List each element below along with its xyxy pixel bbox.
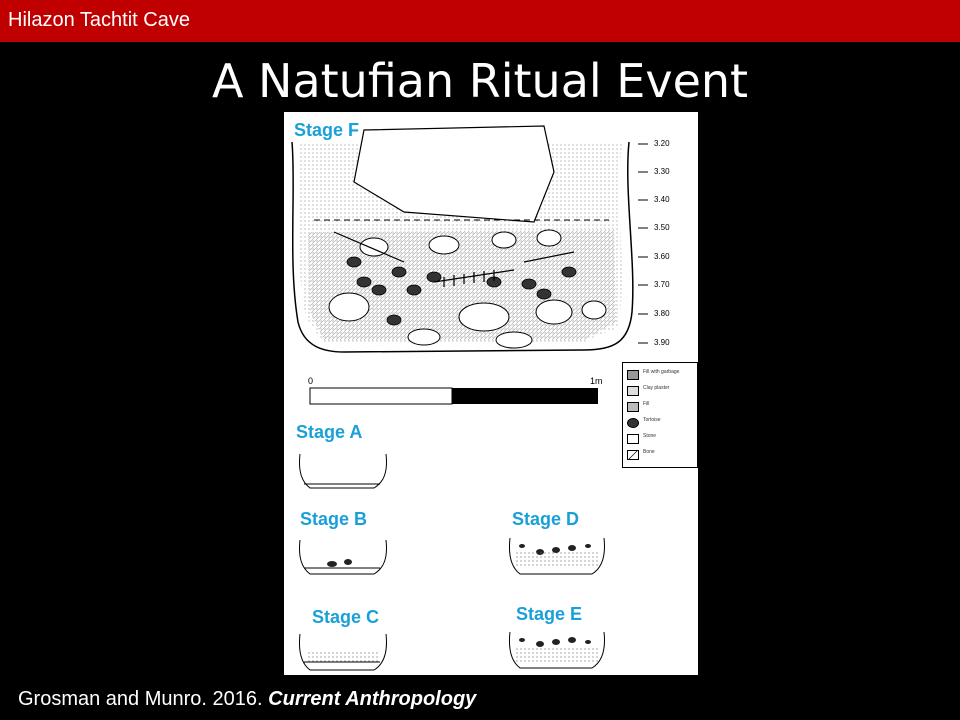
header-bar: [0, 0, 960, 42]
depth-label: 3.60: [654, 252, 670, 261]
legend-label: Clay plaster: [643, 385, 670, 391]
legend-item: [627, 417, 697, 429]
depth-label: 3.40: [654, 195, 670, 204]
excavation-figure: [284, 112, 698, 675]
depth-label: 3.30: [654, 167, 670, 176]
depth-label: 3.70: [654, 280, 670, 289]
slide-title: A Natufian Ritual Event: [211, 54, 749, 108]
legend-item: [627, 385, 697, 397]
depth-label: 3.80: [654, 309, 670, 318]
stage-e-label: Stage E: [516, 604, 583, 624]
garbage-swatch-icon: [627, 370, 639, 380]
legend-item: [627, 401, 697, 413]
citation-journal: Current Anthropology: [268, 688, 477, 710]
depth-label: 3.20: [654, 139, 670, 148]
legend-label: Stone: [643, 433, 657, 439]
depth-label: 3.50: [654, 223, 670, 232]
legend-item: [627, 449, 697, 461]
citation-text: Grosman and Munro. 2016.: [18, 688, 263, 710]
legend-item: [627, 369, 697, 381]
scale-end-label: 1m: [590, 376, 603, 386]
stage-f-label: Stage F: [294, 120, 360, 140]
scale-start-label: 0: [308, 376, 314, 386]
legend-label: Fill with garbage: [643, 369, 680, 375]
plaster-swatch-icon: [627, 386, 639, 396]
stage-b-label: Stage B: [300, 509, 368, 529]
legend-label: Tortoise: [643, 417, 661, 423]
bone-swatch-icon: [627, 450, 639, 460]
citation: [18, 688, 476, 711]
stage-c-label: Stage C: [312, 607, 380, 627]
legend: [622, 362, 698, 468]
depth-label: 3.90: [654, 338, 670, 347]
stage-a-label: Stage A: [296, 422, 363, 442]
legend-label: Bone: [643, 449, 655, 455]
tortoise-swatch-icon: [627, 418, 639, 428]
legend-item: [627, 433, 697, 445]
header-title: Hilazon Tachtit Cave: [8, 9, 190, 31]
legend-label: Fill: [643, 401, 650, 407]
stage-d-label: Stage D: [512, 509, 580, 529]
stone-swatch-icon: [627, 434, 639, 444]
fill-swatch-icon: [627, 402, 639, 412]
